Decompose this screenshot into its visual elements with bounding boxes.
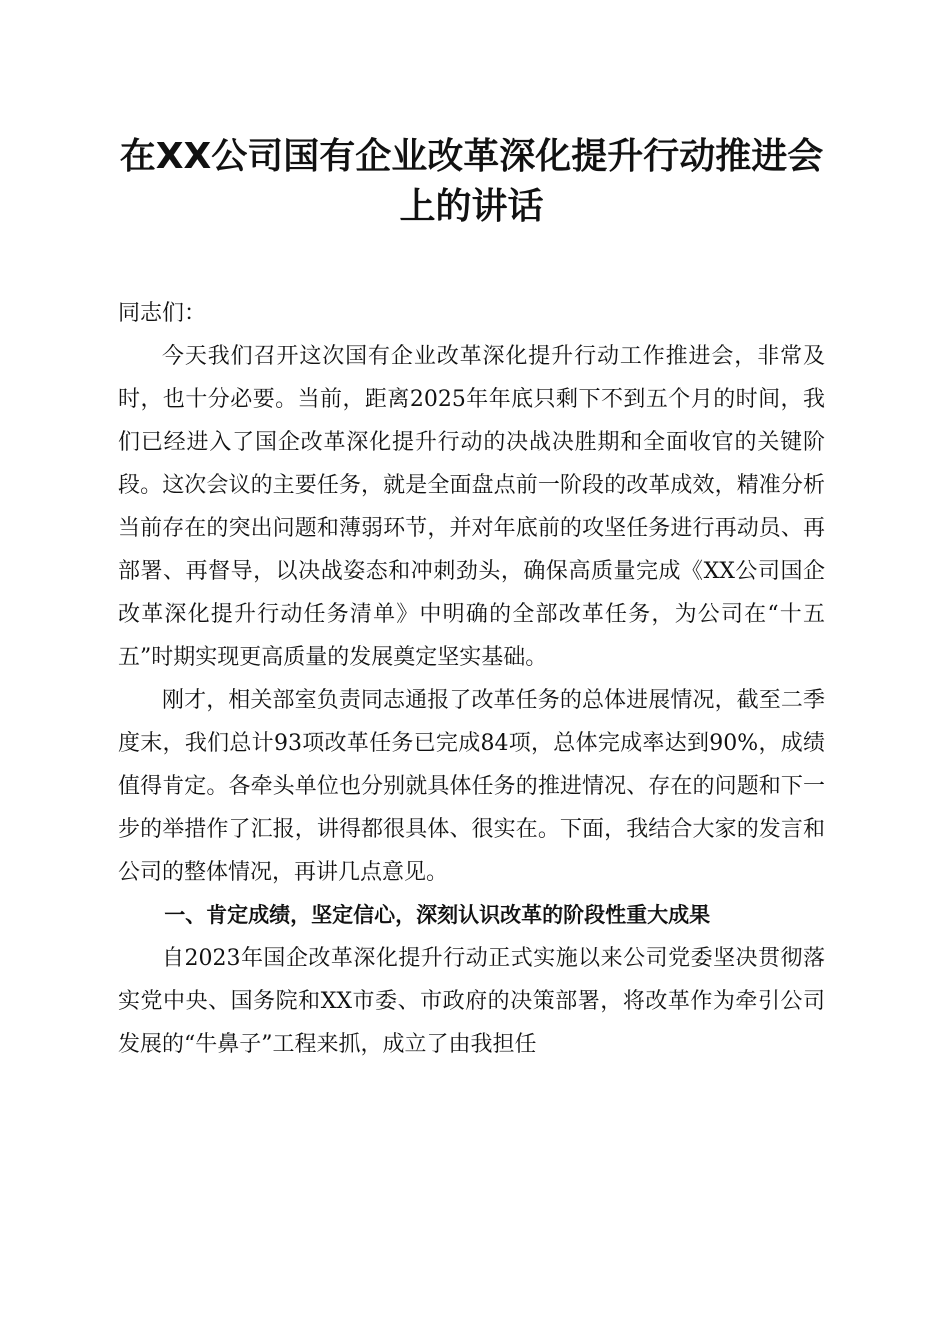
document-page <box>118 132 825 1066</box>
salutation: 同志们： <box>118 301 207 326</box>
body-paragraph-2: 刚才，相关部室负责同志通报了改革任务的总体进展情况，截至二季度末，我们总计93项改革任务已完成84项，总体完成率达到90%，成绩值得肯定。各牵头单位也分别就具体任务的推进情况、存在的问题和下一步的举措作了汇报，讲得都很具体、很实在。下面，我结合大家的发言和公司的整体情况，再讲几点意见。 <box>118 688 825 885</box>
section-paragraph-1: 自2023年国企改革深化提升行动正式实施以来公司党委坚决贯彻落实党中央、国务院和XX市委、市政府的决策部署，将改革作为牵引公司发展的“牛鼻子”工程来抓，成立了由我担任 <box>118 946 825 1057</box>
section-heading-1: 一、肯定成绩，坚定信心，深刻认识改革的阶段性重大成果 <box>164 903 711 927</box>
body-paragraph-1: 今天我们召开这次国有企业改革深化提升行动工作推进会，非常及时，也十分必要。当前，距离2025年年底只剩下不到五个月的时间，我们已经进入了国企改革深化提升行动的决战决胜期和全面收官的关键阶段。这次会议的主要任务，就是全面盘点前一阶段的改革成效，精准分析当前存在的突出问题和薄弱环节，并对年底前的攻坚任务进行再动员、再部署、再督导，以决战姿态和冲刺劲头，确保高质量完成《XX公司国企改革深化提升行动任务清单》中明确的全部改革任务，为公司在“十五五”时期实现更高质量的发展奠定坚实基础。 <box>118 344 825 670</box>
document-title: 在XX公司国有企业改革深化提升行动推进会上的讲话 <box>119 136 824 227</box>
